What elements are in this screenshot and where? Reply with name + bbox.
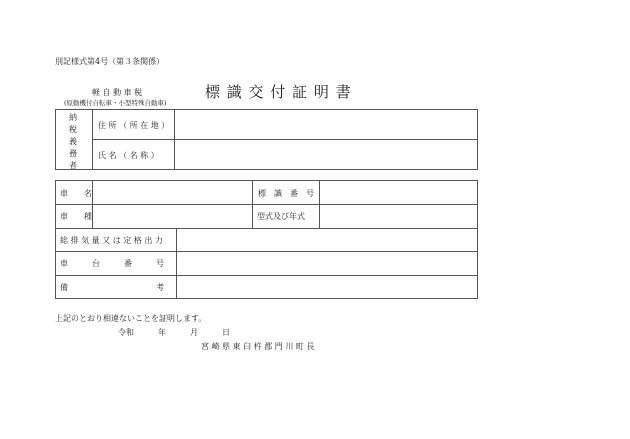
date-line: 令和 年 月 日 — [118, 328, 230, 337]
taxpayer-label — [67, 112, 79, 172]
displacement-field[interactable] — [182, 235, 472, 247]
vehicle-type-field[interactable] — [98, 211, 246, 223]
address-label: 住 所 （ 所 在 地 ） — [98, 121, 170, 130]
model-year-field[interactable] — [325, 211, 471, 223]
taxpayer-label-char: 義 — [69, 137, 77, 146]
tax-scope: (原動機付自転車・小型特殊自動車) — [64, 99, 167, 107]
name-field[interactable] — [180, 150, 472, 162]
chassis-label: 車 台 番 号 — [60, 259, 164, 268]
displacement-label: 総 排 気 量 又 は 定 格 出 力 — [60, 236, 163, 245]
form-number: 別記様式第4号（第３条関係） — [55, 57, 165, 66]
document-title: 標 識 交 付 証 明 書 — [205, 83, 352, 101]
certification-text: 上記のとおり相違ないことを証明します。 — [55, 314, 207, 323]
name-label: 氏 名 （ 名 称 ） — [98, 151, 159, 160]
taxpayer-label-char: 者 — [69, 161, 77, 170]
taxpayer-label-char: 納 — [69, 113, 77, 122]
vehicle-name-field[interactable] — [98, 188, 246, 200]
plate-number-label: 標 識 番 号 — [258, 189, 314, 198]
taxpayer-label-char: 務 — [69, 149, 77, 158]
remarks-field[interactable] — [182, 282, 472, 294]
plate-number-field[interactable] — [325, 188, 471, 200]
address-field[interactable] — [180, 120, 472, 132]
issuer: 宮 崎 県 東 臼 杵 郡 門 川 町 長 — [201, 342, 315, 351]
vehicle-name-label: 車 名 — [60, 189, 92, 198]
taxpayer-label-char: 税 — [69, 125, 77, 134]
vehicle-type-label: 車 種 — [60, 212, 92, 221]
tax-name: 軽 自 動 車 税 — [92, 88, 143, 97]
model-year-label: 型式及び年式 — [257, 212, 305, 221]
remarks-label: 備 考 — [60, 283, 164, 292]
chassis-field[interactable] — [182, 258, 472, 270]
